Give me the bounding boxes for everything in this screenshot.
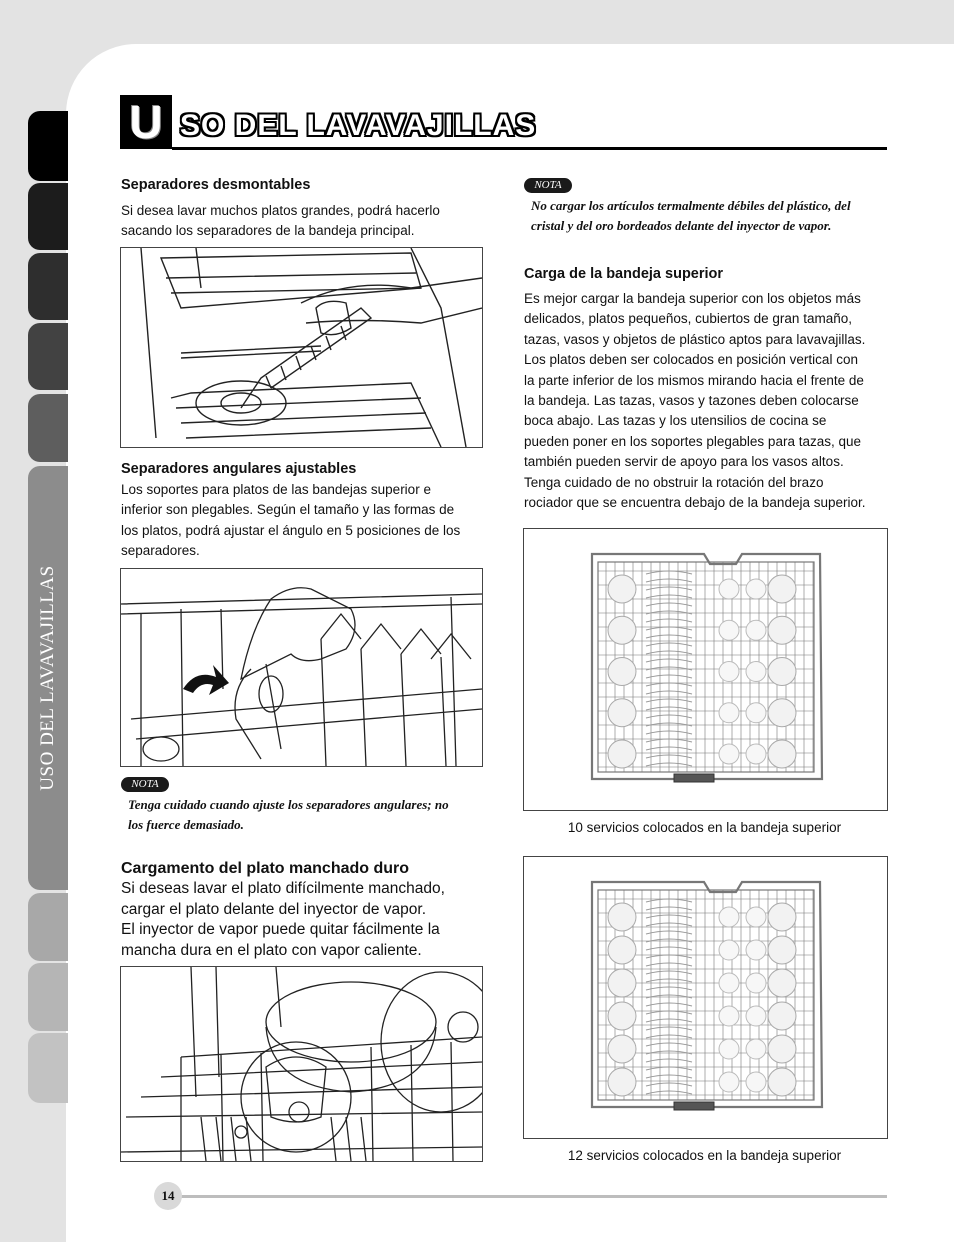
- caption-10-settings: 10 servicios colocados en la bandeja superior: [567, 820, 842, 835]
- angular-separators-figure: [120, 568, 483, 767]
- side-tab-8[interactable]: [28, 963, 68, 1031]
- side-tab-2[interactable]: [28, 183, 68, 250]
- soiled-dish-figure: [120, 966, 483, 1162]
- title-initial: U: [120, 95, 172, 149]
- page-number: 14: [154, 1182, 182, 1210]
- removable-heading: Separadores desmontables: [121, 177, 311, 193]
- rack-12-settings-figure: [523, 856, 888, 1139]
- caption-12-settings: 12 servicios colocados en la bandeja superior: [567, 1148, 842, 1163]
- side-tab-1[interactable]: [28, 111, 68, 181]
- right-note-text: No cargar los artículos termalmente débiles del plástico, del cristal y del oro bordeados delante del inyector de vapor.: [531, 198, 851, 233]
- title-text: SO DEL LAVAVAJILLAS: [180, 109, 537, 142]
- side-tab-active[interactable]: [28, 466, 68, 890]
- left-note-badge: NOTA: [121, 777, 169, 792]
- upper-rack-heading: Carga de la bandeja superior: [524, 266, 724, 282]
- removable-separators-figure: [120, 247, 483, 448]
- rack-10-settings-figure: [523, 528, 888, 811]
- angular-body: Los soportes para platos de las bandejas superior e inferior son plegables. Según el tamaño y las formas de los platos, podrá ajustar el ángulo en 5 posiciones de los separadores.: [121, 482, 461, 559]
- title-underline: [172, 147, 887, 150]
- angular-heading: Separadores angulares ajustables: [121, 461, 357, 477]
- right-note-badge: NOTA: [524, 178, 572, 193]
- soiled-body: Si deseas lavar el plato difícilmente manchado, cargar el plato delante del inyector de vapor. El inyector de vapor puede quitar fácilmente la mancha dura en el plato con vapor caliente.: [121, 880, 445, 959]
- footer-rule: [180, 1195, 887, 1198]
- page-title: [120, 95, 887, 153]
- side-tab-4[interactable]: [28, 323, 68, 390]
- side-tab-9[interactable]: [28, 1033, 68, 1103]
- left-note-text: Tenga cuidado cuando ajuste los separadores angulares; no los fuerce demasiado.: [128, 797, 449, 832]
- side-tab-3[interactable]: [28, 253, 68, 320]
- sidebar-section-label: USO DEL LAVAVAJILLAS: [37, 565, 58, 791]
- removable-body: Si desea lavar muchos platos grandes, podrá hacerlo sacando los separadores de la bandeja principal.: [121, 203, 440, 239]
- upper-rack-body: Es mejor cargar la bandeja superior con los objetos más delicados, platos pequeños, cubiertos de gran tamaño, tazas, vasos y objetos de plástico aptos para lavavajillas. Los platos deben ser colocados en posición vertical con la parte inferior de los mismos mirando hacia el frente de la bandeja. Las tazas, vasos y tazones deben colocarse boca abajo. Las tazas y los utensilios de cocina se pueden poner en los soportes plegables para tazas, que también pueden servir de apoyo para los vasos altos. Tenga cuidado de no obstruir la rotación del brazo rociador que se encuentra debajo de la bandeja superior.: [524, 291, 866, 511]
- soiled-heading: Cargamento del plato manchado duro: [121, 860, 410, 877]
- side-tab-5[interactable]: [28, 394, 68, 462]
- side-tab-7[interactable]: [28, 893, 68, 961]
